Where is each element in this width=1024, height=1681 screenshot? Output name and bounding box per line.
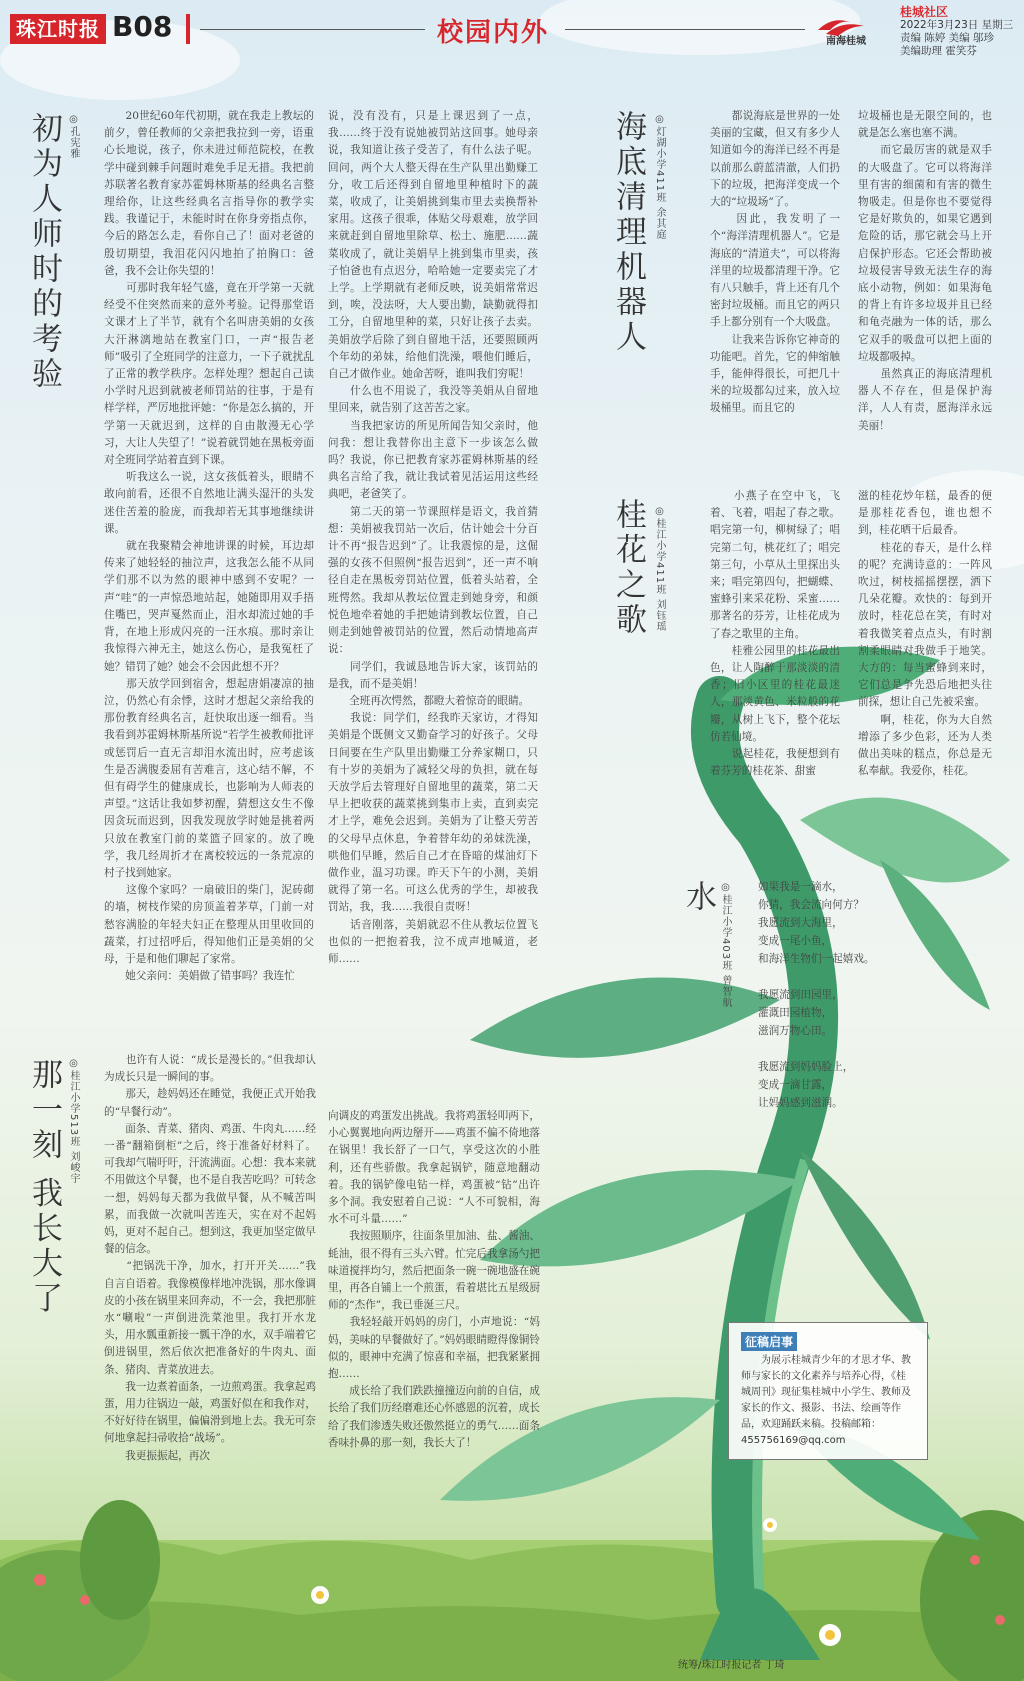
header-rule-left [200,29,425,30]
notice-body: 为展示桂城青少年的才思才华、教师与家长的文化素养与培养心得，《桂城周刊》现征集桂城中小学生、教师及家长的作文、摄影、书法、绘画等作品，欢迎踊跃来稿。投稿邮箱：455756169@qq.com [741,1355,911,1446]
notice-tag: 征稿启事 [741,1332,797,1351]
header-divider [186,14,190,44]
article-title: 那一刻 我长大了 [26,1058,62,1317]
article-title: 初为人师时的考验 [26,112,62,392]
poem-body: 如果我是一滴水， 你猜，我会流向何方？ 我愿流到大海里， 变成一尾小鱼， 和海洋生物们一起嬉戏。 我愿流到田园里， 灌溉田园植物， 滋润万物心田。 我愿流到妈妈脸上， 变成一滴甘露， 让妈妈感到滋润。 [758,881,875,1109]
article-author: ◎桂江小学513班 刘峻宇 [68,1058,79,1185]
poem-author: ◎桂江小学403班 曾智航 [720,882,731,1009]
section-title: 校园内外 [437,18,550,48]
article-author: ◎孔宪雅 [68,114,79,159]
article-column: 小燕子在空中飞，飞着、飞着，唱起了春之歌。唱完第一句，柳树绿了；唱完第二句，桃花红了；唱完第三句，小草从土里探出头来；唱完第四句，把蝴蝶、蜜蜂引来采花粉、采蜜……那著名的芬芳，让桂花成为了春之歌里的主角。 桂雅公园里的桂花最出色，让人陶醉于那淡淡的清香；旧小区里的桂花最迷人，那淡黄色、米粒般的花瓣，从树上飞下，整个花坛仿若仙境。 说起桂花，我便想到有着芬芳的桂花茶、甜蜜 [710,490,840,778]
bush-left [0,1500,160,1681]
issue-info [900,6,1013,58]
page-number: B08 [112,10,173,43]
article-title: 桂花之歌 [610,498,646,638]
article-column: 说，没有没有，只是上课迟到了一点，我……终于没有说她被罚站这回事。她母亲说，我知道让孩子受苦了，有什么法子呢。回问，两个大人整天得在生产队里出勤赚工分，收工后还得到自留地里种植时下的蔬菜，收成了，让美娟挑到集市里去卖换帮补家用。这孩子很乖，体贴父母艰难，放学回来就赶到自留地里除草、松土、施肥……蔬菜收成了，就让美娟早上挑到集市里卖，孩子怕爸也有点迟分，哈哈她一定要卖完了才上学。上学期就有老师反映，说美娟常常迟到，唉，没法呀，大人要出勤，缺勤就得扣工分，自留地里种的菜，只好让孩子去卖。美娟放学后除了到自留地干活，还要照顾两个年幼的弟妹，给他们洗澡，喂他们睡后，自己才做作业。她命苦呀，谁叫我们穷呢！ 什么也不用说了，我没等美娟从自留地里回来，就告别了这苦苦之家。 当我把家访的所见所闻告知父亲时，他问我：想让我替你出主意下一步该怎么做吗？我说，你已把教育家苏霍姆林斯基的经典名言给了我，就让我试着见活运用这些经典吧，老爸笑了。 第二天的第一节课照样是语文，我首猜想：美娟被我罚站一次后，估计她会十分百计不再“报告迟到”了。让我震惊的是，这倔强的女孩不但照例“报告迟到”，还一声不响径自走在黑板旁罚站位置，低着头站着，全班愕然。我却从教坛位置走到她身旁，和颜悦色地牵着她的手把她请到教坛位置，自己则走到她曾被罚站的位置，然后动情地高声说： 同学们，我诚恳地告诉大家，该罚站的是我，而不是美娟！ 全班再次愕然，都瞪大着惊奇的眼睛。 我说：同学们，经我昨天家访，才得知美娟是个既侧文又勤奋学习的好孩子。父母日间要在生产队里出勤赚工分养家糊口，只有十岁的美娟为了减轻父母的负担，就在每天放学后去管理好自留地里的蔬菜，第二天早上把收获的蔬菜挑到集市上卖，直到卖完才上学，难免会迟到。美娟为了让整天劳苦的父母早点休息，争着替年幼的弟妹洗澡，哄他们早睡，然后自己才在昏暗的煤油灯下做作业，温习功课。昨天下午的小测，美娟就得了第一名。可这么优秀的学生，却被我罚站，我，我……我很自责呀！ 话音刚落，美娟就忍不住从教坛位置飞也似的一把抱着我，泣不成声地喊道，老师…… [328,110,538,965]
article-column: 都说海底是世界的一处美丽的宝藏，但又有多少人知道如今的海洋已经不再是以前那么蔚蓝清澈，人们扔下的垃圾，把海洋变成一个大的“垃圾场”了。 因此，我发明了一个“海洋清理机器人”。它是海底的“清道夫”，可以将海洋里的垃圾都清理干净。它有八只触手，背上还有几个密封垃圾桶。而且它的两只手上都分别有一个大吸盘。 让我来告诉你它神奇的功能吧。首先，它的伸缩触手，能伸得很长，可把几十米的垃圾都勾过来，放入垃圾桶里。而且它的 [710,110,840,415]
header-rule-right [565,29,805,30]
call-for-submissions-box [728,1322,928,1460]
issue-date: 2022年3月23日 星期三 [900,19,1014,31]
article-column: 滋的桂花炒年糕，最香的便是那桂花香包，谁也想不到，桂花晒干后最香。 桂花的春天，是什么样的呢？充满诗意的：一阵风吹过，树枝摇摇摆摆，洒下几朵花瓣。欢快的：每到开放时，桂花总在笑，有时对着我微笑着点点头，有时割割柔眼睛对我做手于地笑。大方的：每当蜜蜂到来时，它们总是争先恐后地把头往前探，想让自己先被采蜜。 啊，桂花，你为大自然增添了多少色彩，还为人类做出美味的糕点，你总是无私奉献。我爱你，桂花。 [858,490,992,778]
assistant-editor: 美编助理 霍笑芬 [900,45,977,57]
poem-title: 水 [680,880,716,915]
column-brand: 桂城社区 [900,5,949,19]
article-author: ◎灯湖小学411班 余其庭 [654,114,665,241]
logo-text: 南海桂城 [826,36,866,47]
article-title: 海底清理机器人 [610,110,646,355]
masthead-logo: 珠江时报 [10,14,106,44]
article-column: 20世纪60年代初期，就在我走上教坛的前夕，曾任教师的父亲把我拉到一旁，语重心长地说，孩子，你未进过师范院校，在教学中碰到棘手问题时难免手足无措。我把前苏联著名教育家苏霍姆林斯基的经典名言整理给你，让这些经典名言指导你的教学实践。我谨记于，未能时时在你身旁指点你，今后的路怎么走，看你自己了！面对老爸的殷切期望，我泪花闪闪地拍了拍胸口：爸爸，我不会让你失望的！ 可那时我年轻气盛，竟在开学第一天就经受不住突然而来的意外考验。记得那堂语文课才上了半节，就有个名叫唐美娟的女孩大汗淋漓地站在教室门口，一声“报告老师”吸引了全班同学的注意力，一下子就扰乱了正常的教学秩序。怎样处理？想起自己读小学时凡迟到就被老师罚站的往事，于是有样学样，严厉地批评她：“你是怎么搞的，开学第一天就迟到，这样的自由散漫无心学习，大让人失望了！”说着就罚她在黑板旁面对全班同学站着直到下课。 听我这么一说，这女孩低着头，眼睛不敢向前看，还很不自然地让满头湿汗的头发迷住苦羞的脸庞，而我却若无其事地继续讲课。 就在我聚精会神地讲课的时候，耳边却传来了她轻轻的抽泣声，这我怎么能不从同学们那不以为然的眼神中感到不安呢？一声“哇”的一声惊恐地站起，她随即用双手捂住嘴巴，哭声戛然而止，泪水却流过她的手背，在地上形成闪亮的一汪水痕。那时亲让我惊得六神无主，她这么伤心，是我冤枉了她？错罚了她？她会不会因此想不开？ 那天放学回到宿舍，想起唐娟凄凉的抽泣，仍然心有余悸，这时才想起父亲给我的那份教育经典名言，赶快取出逐一细看。当我看到苏霍姆林斯基所说“若学生被教师批评或惩罚后一直无言却泪水流出时，应考虑该生是否满腹委屈有苦难言，这心结不解，不但有碍学生的健康成长，也影响为人师表的声望。”这话让我如梦初醒，猜想这女生不像因贪玩而迟到，因我发现放学时她是挑着两只放在教室门前的菜篮子回家的。放了晚学，我几经周折才在离校较远的一条荒凉的村子找到她家。 这像个家吗？一扇破旧的柴门，泥砖砌的墙，树枝作梁的房顶盖着茅草，门前一对愁容满脸的年轻夫妇正在整理从田里收回的蔬菜，打过招呼后，得知他们正是美娟的父母，于是和他们聊起了家常。 她父亲问：美娟做了错事吗？我连忙 [104,110,314,983]
editors: 责编 陈婷 美编 邬珍 [900,32,995,44]
article-column: 向调皮的鸡蛋发出挑战。我将鸡蛋轻叩两下，小心翼翼地向两边掰开——鸡蛋不偏不倚地落在锅里！我长舒了一口气，享受这次的小胜利，还有些骄傲。我拿起锅铲，随意地翻动着。我的锅铲像电钻一样，鸡蛋被“钻”出许多个洞。我安慰着自己说：“人不可貌相，海水不可斗量……” 我按照顺序，往面条里加油、盐、酱油、蚝油，很不得有三头六臂。忙完后我拿汤勺把味道搅拌均匀，然后把面条一碗一碗地盛在碗里，再各自铺上一个煎蛋，看着堪比五星级厨师的“杰作”，我已垂涎三尺。 我轻轻敲开妈妈的房门，小声地说：“妈妈，美味的早餐做好了。”妈妈眼睛瞪得像铜铃似的，眼神中充满了惊喜和幸福，把我紧紧拥抱…… 成长给了我们跌跌撞撞迈向前的自信，成长给了我们历经磨难还心怀感恩的沉着，成长给了我们渗透失败还傲然挺立的勇气……面条香味扑鼻的那一刻，我长大了！ [328,1110,540,1449]
article-column: 也许有人说：“成长是漫长的。”但我却认为成长只是一瞬间的事。 那天，趁妈妈还在睡觉，我便正式开始我的“早餐行动”。 面条、青菜、猪肉、鸡蛋、牛肉丸……经一番“翻箱倒柜”之后，终于准备好材料了。可我却气喘吁吁，汗流满面。心想：我本来就不用做这个早餐，也不是自我苦吃吗？可转念一想，妈妈每天都为我做早餐，从不喊苦叫累，而我做一次就叫苦连天，实在对不起妈妈，更对不起自己。想到这，我更加坚定做早餐的信念。 “把锅洗干净，加水，打开开关……”我自言自语着。我像模像样地冲洗锅，那水像调皮的小孩在锅里来回奔动，不一会，我把那脏水“唰啦”一声倒进洗菜池里。我打开水龙头，用水瓢重新接一瓢干净的水，双手端着它倒进锅里，然后依次把准备好的牛肉丸、面条、猪肉、青菜放进去。 我一边煮着面条，一边煎鸡蛋。我拿起鸡蛋，用力往锅边一敲，鸡蛋好似在和我作对，不好好待在锅里，偏偏滑到地上去。我无可奈何地拿起扫帚收拾“战场”。 我更振振起，再次 [104,1054,316,1462]
article-column: 垃圾桶也是无限空间的，也就是怎么塞也塞不满。 而它最厉害的就是双手的大吸盘了。它可以将海洋里有害的细菌和有害的微生物吸走。但是你也不要觉得它是好欺负的，如果它遇到危险的话，那它就会马上开启保护形态。它还会帮助被垃圾侵害导致无法生存的海底小动物，例如：如果海龟的背上有许多垃圾并且已经和龟壳融为一体的话，那么它双手的吸盘可以把上面的垃圾都吸掉。 虽然真正的海底清理机器人不存在，但是保护海洋，人人有责，愿海洋永远美丽！ [858,110,992,432]
article-author: ◎桂江小学411班 刘钰瑶 [654,506,665,633]
page-credit: 统筹/珠江时报记者 丁琦 [678,1660,785,1671]
